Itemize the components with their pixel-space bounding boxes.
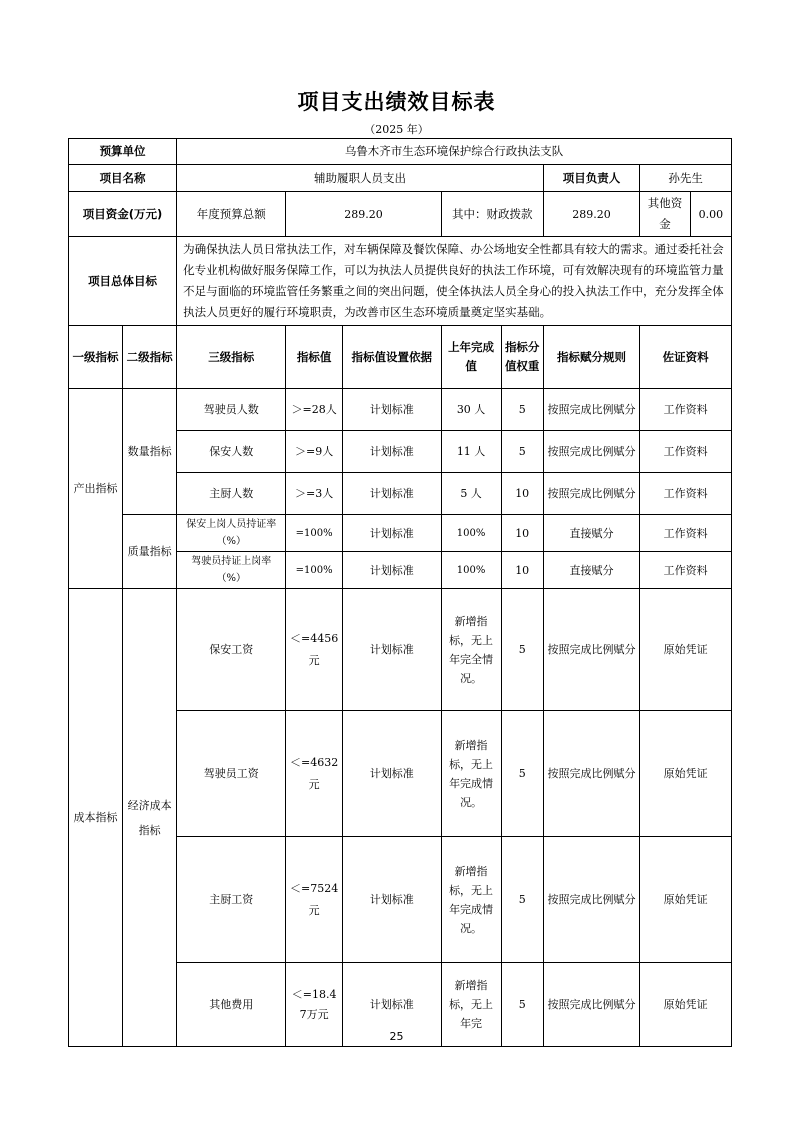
budget-unit-label: 预算单位 [69, 139, 177, 165]
indicator-name: 驾驶员工资 [177, 711, 286, 837]
indicator-rule: 按照完成比例赋分 [543, 473, 639, 515]
indicator-rule: 按照完成比例赋分 [543, 837, 639, 963]
fiscal-appropriation-label: 其中：财政拨款 [441, 192, 543, 237]
other-funds-value: 0.00 [690, 192, 731, 237]
indicator-rule: 直接赋分 [543, 552, 639, 589]
col-weight-header: 指标分值权重 [501, 326, 543, 389]
indicator-basis: 计划标准 [342, 589, 441, 711]
indicator-basis: 计划标准 [342, 515, 441, 552]
col-evidence-header: 佐证资料 [640, 326, 732, 389]
indicator-weight: 10 [501, 473, 543, 515]
indicator-name: 驾驶员持证上岗率（%） [177, 552, 286, 589]
indicator-evidence: 原始凭证 [640, 589, 732, 711]
indicator-evidence: 原始凭证 [640, 711, 732, 837]
indicator-last-year: 5 人 [441, 473, 501, 515]
indicator-evidence: 工作资料 [640, 515, 732, 552]
annual-budget-label: 年度预算总额 [177, 192, 286, 237]
indicator-last-year: 新增指标，无上年完成情况。 [441, 837, 501, 963]
page-title: 项目支出绩效目标表 [297, 90, 496, 114]
project-leader-value: 孙先生 [640, 165, 732, 192]
col-level2-header: 二级指标 [123, 326, 177, 389]
cost-indicator-group: 成本指标 [69, 589, 123, 1047]
indicator-basis: 计划标准 [342, 552, 441, 589]
output-indicator-group: 产出指标 [69, 389, 123, 589]
indicator-basis: 计划标准 [342, 473, 441, 515]
col-rule-header: 指标赋分规则 [543, 326, 639, 389]
indicator-basis: 计划标准 [342, 963, 441, 1047]
indicator-weight: 5 [501, 963, 543, 1047]
indicator-weight: 10 [501, 552, 543, 589]
indicator-evidence: 工作资料 [640, 473, 732, 515]
col-last-year-header: 上年完成值 [441, 326, 501, 389]
indicator-basis: 计划标准 [342, 431, 441, 473]
indicator-name: 驾驶员人数 [177, 389, 286, 431]
indicator-basis: 计划标准 [342, 389, 441, 431]
budget-unit-value: 乌鲁木齐市生态环境保护综合行政执法支队 [177, 139, 732, 165]
indicator-rule: 按照完成比例赋分 [543, 963, 639, 1047]
quality-indicator-group: 质量指标 [123, 515, 177, 589]
year-subtitle: （2025 年） [364, 123, 429, 136]
economic-cost-indicator-group: 经济成本指标 [123, 589, 177, 1047]
indicator-last-year: 新增指标，无上年完成情况。 [441, 711, 501, 837]
indicator-weight: 5 [501, 837, 543, 963]
indicator-last-year: 新增指标，无上年完 [441, 963, 501, 1047]
col-level1-header: 一级指标 [69, 326, 123, 389]
indicator-last-year: 11 人 [441, 431, 501, 473]
indicator-rule: 按照完成比例赋分 [543, 431, 639, 473]
indicator-rule: 直接赋分 [543, 515, 639, 552]
indicator-weight: 10 [501, 515, 543, 552]
indicator-name: 其他费用 [177, 963, 286, 1047]
fiscal-appropriation-value: 289.20 [543, 192, 639, 237]
indicator-rule: 按照完成比例赋分 [543, 711, 639, 837]
performance-table [68, 138, 732, 1047]
indicator-last-year: 100% [441, 515, 501, 552]
indicator-rule: 按照完成比例赋分 [543, 389, 639, 431]
indicator-last-year: 100% [441, 552, 501, 589]
indicator-value: ＜=18.47万元 [286, 963, 342, 1047]
col-level3-header: 三级指标 [177, 326, 286, 389]
overall-goal-text: 为确保执法人员日常执法工作，对车辆保障及餐饮保障、办公场地安全性都具有较大的需求。通过委托社会化专业机构做好服务保障工作，可以为执法人员提供良好的执法工作环境，可有效解决现有的环境监管力量不足与面临的环境监管任务繁重之间的突出问题，使全体执法人员全身心的投入执法工作中，充分发挥全体执法人员更好的履行环境职责，为改善市区生态环境质量奠定坚实基础。 [177, 237, 732, 326]
indicator-evidence: 工作资料 [640, 431, 732, 473]
project-name-value: 辅助履职人员支出 [177, 165, 544, 192]
annual-budget-value: 289.20 [286, 192, 441, 237]
indicator-value: ＞=28人 [286, 389, 342, 431]
indicator-value: ＜=4632元 [286, 711, 342, 837]
indicator-value: ＜=7524元 [286, 837, 342, 963]
indicator-value: ＞=9人 [286, 431, 342, 473]
indicator-evidence: 工作资料 [640, 552, 732, 589]
col-basis-header: 指标值设置依据 [342, 326, 441, 389]
indicator-value: =100% [286, 515, 342, 552]
indicator-value: ＞=3人 [286, 473, 342, 515]
indicator-last-year: 新增指标，无上年完全情况。 [441, 589, 501, 711]
indicator-basis: 计划标准 [342, 837, 441, 963]
indicator-weight: 5 [501, 589, 543, 711]
project-leader-label: 项目负责人 [543, 165, 639, 192]
quantity-indicator-group: 数量指标 [123, 389, 177, 515]
indicator-weight: 5 [501, 431, 543, 473]
indicator-name: 主厨工资 [177, 837, 286, 963]
col-value-header: 指标值 [286, 326, 342, 389]
project-name-label: 项目名称 [69, 165, 177, 192]
indicator-last-year: 30 人 [441, 389, 501, 431]
indicator-value: =100% [286, 552, 342, 589]
indicator-weight: 5 [501, 711, 543, 837]
project-funds-label: 项目资金(万元) [69, 192, 177, 237]
indicator-rule: 按照完成比例赋分 [543, 589, 639, 711]
other-funds-label: 其他资金 [640, 192, 691, 237]
overall-goal-label: 项目总体目标 [69, 237, 177, 326]
indicator-evidence: 原始凭证 [640, 837, 732, 963]
indicator-name: 保安人数 [177, 431, 286, 473]
page-number: 25 [389, 1030, 404, 1043]
indicator-basis: 计划标准 [342, 711, 441, 837]
indicator-name: 主厨人数 [177, 473, 286, 515]
indicator-name: 保安上岗人员持证率（%） [177, 515, 286, 552]
indicator-name: 保安工资 [177, 589, 286, 711]
indicator-evidence: 原始凭证 [640, 963, 732, 1047]
indicator-weight: 5 [501, 389, 543, 431]
indicator-evidence: 工作资料 [640, 389, 732, 431]
indicator-value: ＜=4456元 [286, 589, 342, 711]
